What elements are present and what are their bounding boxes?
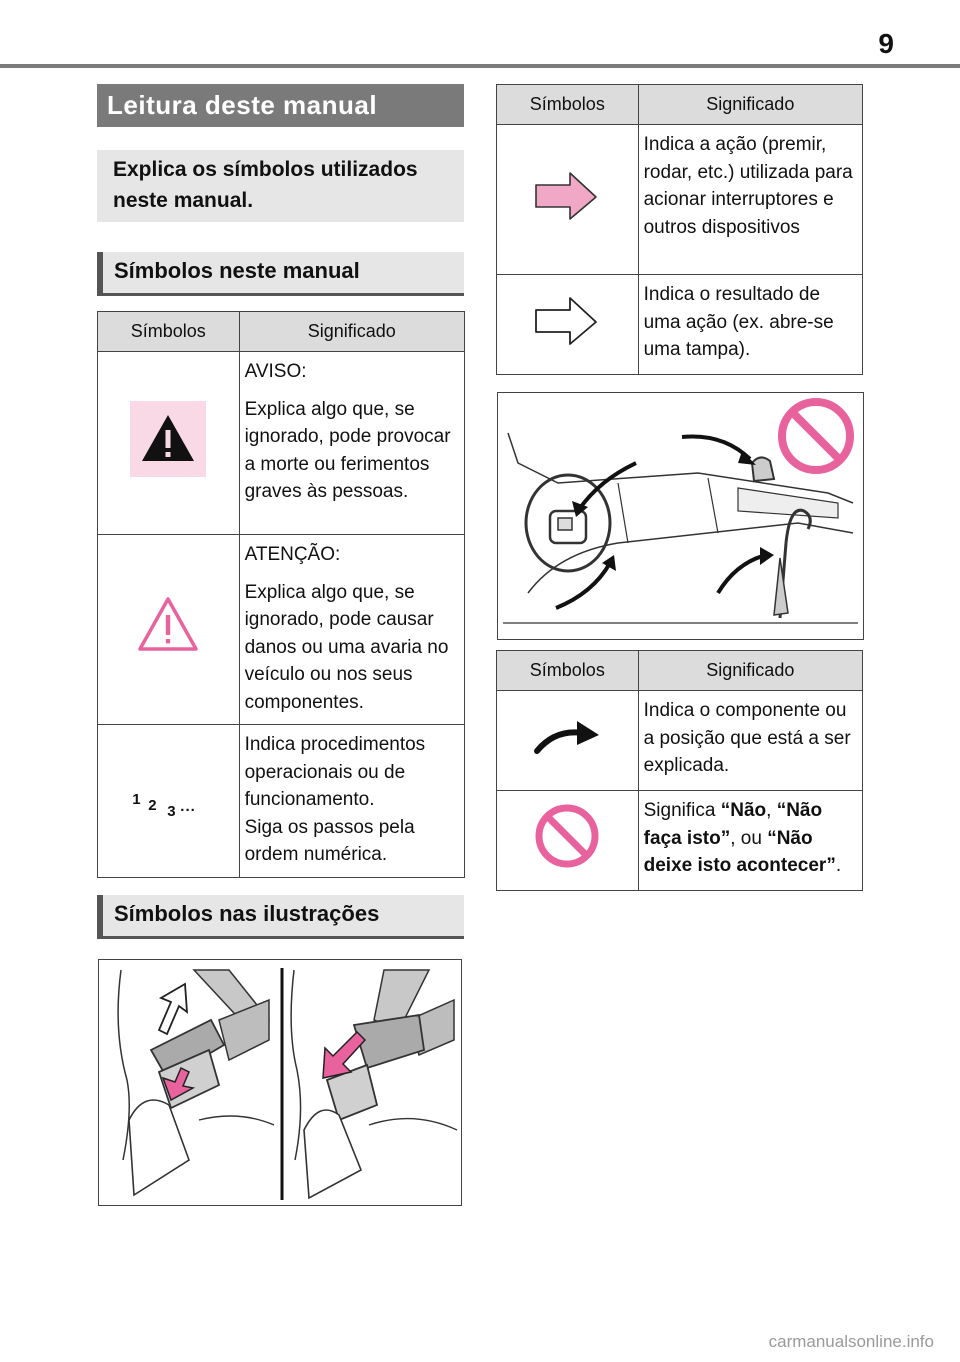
table-header-row bbox=[497, 651, 863, 691]
subheading-symbols-in-illustrations bbox=[97, 895, 464, 939]
subheading-text: Símbolos nas ilustrações bbox=[114, 901, 380, 926]
top-rule bbox=[0, 64, 960, 68]
caution-text: Explica algo que, se ignorado, pode causar danos ou uma avaria no veículo ou nos seus componentes. bbox=[244, 581, 449, 713]
dashboard-drawing bbox=[498, 393, 863, 639]
subheading-text: Símbolos neste manual bbox=[114, 258, 360, 283]
column-header-meaning: Significado bbox=[638, 651, 862, 691]
table-header-row bbox=[497, 85, 863, 125]
step-two-glyph: 2 bbox=[148, 796, 157, 814]
symbol-cell bbox=[98, 352, 240, 535]
outline-result-arrow-icon bbox=[532, 292, 602, 348]
symbol-cell bbox=[497, 691, 639, 791]
prohibition-text-bold: “Não deixe isto acontecer” bbox=[643, 827, 836, 876]
actions-symbols-table bbox=[496, 84, 863, 375]
symbol-cell bbox=[497, 791, 639, 891]
table-row bbox=[497, 125, 863, 275]
table-row bbox=[497, 275, 863, 375]
column-header-meaning: Significado bbox=[638, 85, 862, 125]
meaning-cell bbox=[638, 275, 862, 375]
column-header-symbols: Símbolos bbox=[98, 312, 240, 352]
step-one-glyph: 1 bbox=[132, 790, 141, 808]
prohibition-text-bold: “Não faça isto” bbox=[643, 800, 823, 849]
prohibition-text-part: , ou bbox=[730, 827, 768, 849]
prohibition-text-part: . bbox=[835, 855, 842, 876]
symbol-cell bbox=[497, 125, 639, 275]
prohibition-text-part: , bbox=[766, 800, 777, 821]
meaning-cell bbox=[239, 535, 464, 725]
table-row bbox=[497, 691, 863, 791]
intro-box bbox=[97, 150, 464, 222]
column-header-symbols: Símbolos bbox=[497, 651, 639, 691]
symbol-cell bbox=[497, 275, 639, 375]
prohibition-icon bbox=[531, 800, 603, 872]
seatbelt-buckle-drawing bbox=[99, 960, 461, 1205]
dashboard-illustration bbox=[497, 392, 864, 640]
subheading-symbols-in-manual bbox=[97, 252, 464, 296]
intro-text: Explica os símbolos utilizados neste manual. bbox=[113, 158, 418, 212]
warning-text: Explica algo que, se ignorado, pode provocar a morte ou ferimentos graves às pessoas. bbox=[244, 398, 451, 502]
table-row bbox=[497, 791, 863, 891]
column-header-meaning: Significado bbox=[239, 312, 464, 352]
symbol-cell bbox=[98, 725, 240, 878]
steps-text: Indica procedimentos operacionais ou de funcionamento. Siga os passos pela ordem numérica. bbox=[244, 734, 426, 865]
table-row bbox=[98, 535, 465, 725]
table-row bbox=[98, 352, 465, 535]
meaning-cell bbox=[638, 691, 862, 791]
meaning-cell bbox=[638, 125, 862, 275]
caution-label: ATENÇÃO: bbox=[244, 544, 341, 565]
prohibition-text bbox=[644, 800, 841, 876]
meaning-cell bbox=[638, 791, 862, 891]
page-number: 9 bbox=[878, 28, 894, 59]
meaning-cell bbox=[239, 352, 464, 535]
seatbelt-illustration bbox=[98, 959, 462, 1206]
warning-triangle-filled-icon bbox=[128, 399, 208, 479]
curved-pointer-arrow-icon bbox=[531, 711, 603, 761]
caution-triangle-outline-icon bbox=[128, 585, 208, 665]
table-header-row bbox=[98, 312, 465, 352]
result-arrow-text: Indica o resultado de uma ação (ex. abre-se uma tampa). bbox=[643, 284, 834, 360]
table-row bbox=[98, 725, 465, 878]
section-title: Leitura deste manual bbox=[107, 90, 378, 120]
symbol-cell bbox=[98, 535, 240, 725]
watermark: carmanualsonline.info bbox=[768, 1332, 934, 1351]
prohibition-text-part: Significa bbox=[643, 800, 721, 821]
pink-action-arrow-icon bbox=[532, 167, 602, 223]
warning-label: AVISO: bbox=[244, 361, 307, 382]
step-ellipsis-glyph: ... bbox=[180, 797, 196, 815]
numbered-steps-icon bbox=[128, 786, 208, 820]
step-three-glyph: 3 bbox=[167, 802, 176, 820]
section-title-bar bbox=[97, 84, 464, 127]
illustration-symbols-table bbox=[496, 650, 863, 891]
meaning-cell bbox=[239, 725, 464, 878]
action-arrow-text: Indica a ação (premir, rodar, etc.) utilizada para acionar interruptores e outros dispositivos bbox=[643, 134, 853, 238]
pointer-arrow-text: Indica o componente ou a posição que está a ser explicada. bbox=[643, 700, 851, 776]
symbols-table bbox=[97, 311, 465, 878]
prohibition-text-bold: “Não bbox=[720, 800, 767, 821]
column-header-symbols: Símbolos bbox=[497, 85, 639, 125]
